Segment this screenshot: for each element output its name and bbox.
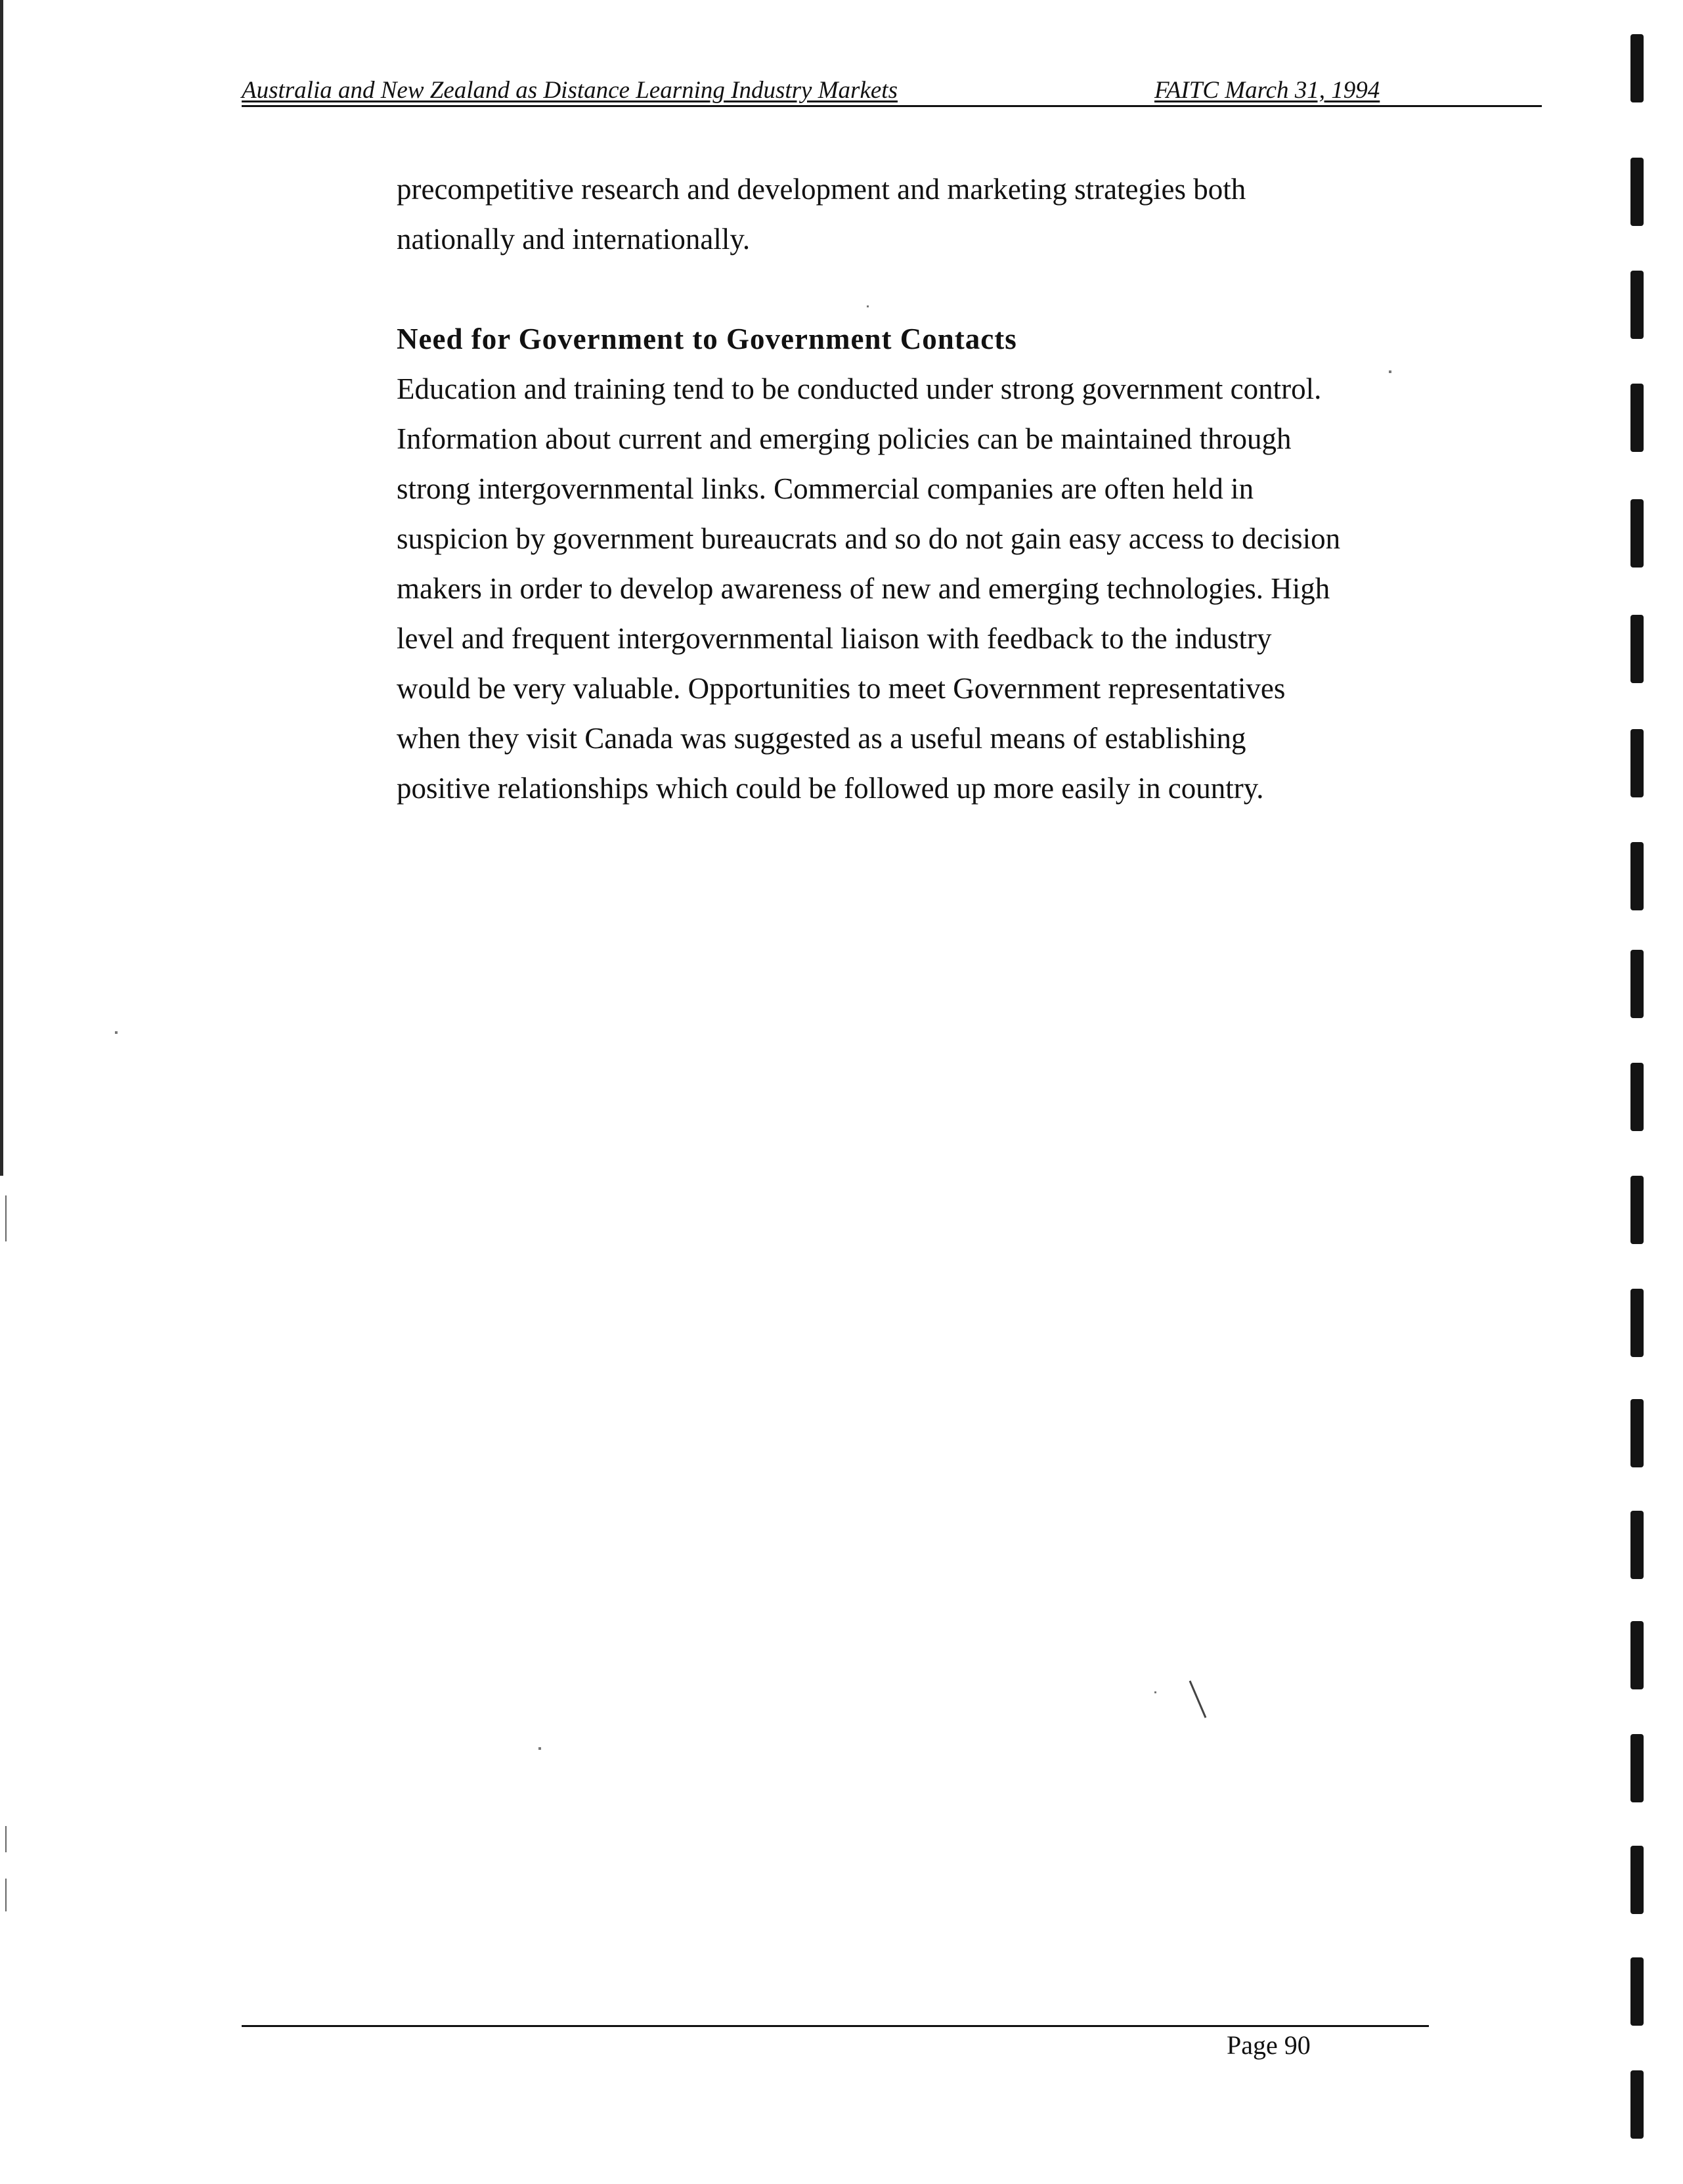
section-paragraph: Education and training tend to be conducted under strong government control. Information about current and emerging policies can be maintained through strong intergovernmental links. Commercial companies are often held in suspicion by government bureaucrats and so do not gain easy access to decision makers in order to develop awareness of new and emerging technologies. High level and frequent intergovernmental liaison with feedback to the industry would be very valuable. Opportunities to meet Government representatives when they visit Canada was suggested as a useful means of establishing positive relationships which could be followed up more easily in country. — [397, 372, 1341, 805]
binding-mark — [1630, 950, 1644, 1018]
binding-mark — [1630, 1511, 1644, 1579]
body-content — [397, 164, 1460, 813]
scan-speck — [538, 1747, 541, 1750]
binding-mark — [1630, 1621, 1644, 1689]
header-document-title: Australia and New Zealand as Distance Learning Industry Markets — [242, 77, 898, 104]
scan-edge-fragment — [5, 1826, 7, 1852]
scan-speck — [1389, 370, 1391, 373]
section-heading: Need for Government to Government Contacts — [397, 323, 1017, 355]
running-header — [242, 74, 1542, 107]
binding-mark — [1630, 729, 1644, 797]
scan-left-edge — [0, 0, 3, 1176]
binding-mark — [1630, 1734, 1644, 1802]
scan-speck — [867, 305, 869, 307]
binding-mark — [1630, 1176, 1644, 1244]
binding-mark — [1630, 1063, 1644, 1131]
intro-paragraph: precompetitive research and development and marketing strategies both nationally and internationally. — [397, 173, 1246, 256]
binding-mark — [1630, 1289, 1644, 1357]
binding-mark — [1630, 842, 1644, 910]
scan-stroke-mark — [1187, 1678, 1213, 1724]
scan-edge-fragment — [5, 1195, 7, 1241]
scan-speck — [115, 1031, 118, 1034]
scan-speck — [1154, 1691, 1156, 1693]
binding-mark — [1630, 615, 1644, 683]
footer-rule — [242, 2025, 1429, 2027]
header-org-date: FAITC March 31, 1994 — [1154, 77, 1380, 104]
page-number: Page 90 — [1227, 2030, 1311, 2060]
binding-mark — [1630, 384, 1644, 452]
binding-mark — [1630, 34, 1644, 102]
binding-mark — [1630, 1399, 1644, 1467]
binding-mark — [1630, 499, 1644, 568]
scan-edge-fragment — [5, 1879, 7, 1911]
binding-marks — [1630, 0, 1657, 2184]
binding-mark — [1630, 158, 1644, 226]
binding-mark — [1630, 271, 1644, 339]
binding-mark — [1630, 1957, 1644, 2026]
binding-mark — [1630, 2070, 1644, 2139]
binding-mark — [1630, 1846, 1644, 1914]
